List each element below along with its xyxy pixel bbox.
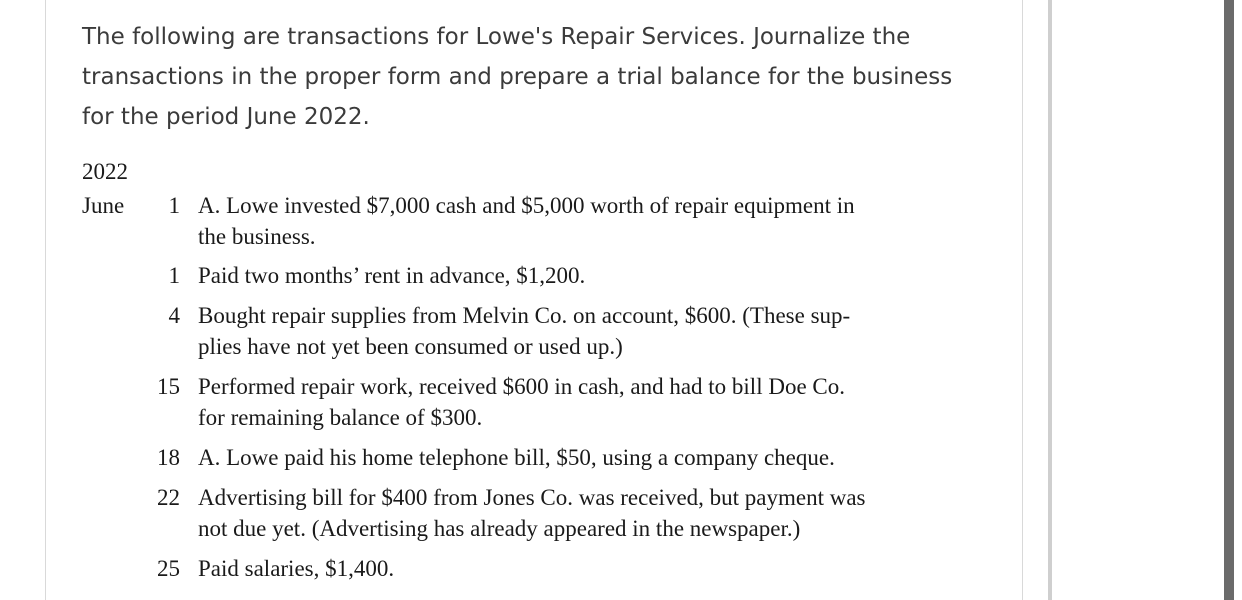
transaction-line: Bought repair supplies from Melvin Co. on account, $600. (These sup- (198, 303, 851, 328)
problem-instructions: The following are transactions for Lowe's Repair Services. Journalize the transactions in the proper form and prepare a trial balance for the business for the period June 2022. (82, 24, 953, 130)
transaction-day: 1 (168, 193, 180, 218)
transaction-line: A. Lowe paid his home telephone bill, $50, using a company cheque. (198, 445, 835, 470)
transaction-line: the business. (198, 224, 316, 249)
journal-month: June (82, 193, 125, 218)
transaction-line: not due yet. (Advertising has already appeared in the newspaper.) (198, 516, 801, 541)
transaction-line: Paid two months’ rent in advance, $1,200. (198, 263, 586, 288)
transaction-day: 22 (157, 485, 180, 510)
transaction-description (198, 442, 978, 473)
transaction-description (198, 371, 978, 433)
transaction-day: 4 (168, 303, 180, 328)
transaction-day: 15 (157, 374, 180, 399)
transaction-description (198, 482, 978, 544)
transaction-day: 1 (168, 263, 180, 288)
transaction-line: for remaining balance of $300. (198, 405, 483, 430)
transaction-description (198, 300, 978, 362)
transaction-line: Performed repair work, received $600 in cash, and had to bill Doe Co. (198, 374, 845, 399)
column-divider (1048, 0, 1052, 600)
transaction-day: 18 (157, 445, 180, 470)
transaction-line: Paid salaries, $1,400. (198, 556, 395, 581)
transaction-description (198, 260, 978, 291)
journal-year: 2022 (82, 159, 128, 184)
transaction-line: plies have not yet been consumed or used up.) (198, 334, 623, 359)
transaction-description (198, 553, 978, 584)
transaction-line: Advertising bill for $400 from Jones Co. was received, but payment was (198, 485, 866, 510)
transaction-description (198, 190, 978, 252)
transaction-day: 25 (157, 556, 180, 581)
transaction-line: A. Lowe invested $7,000 cash and $5,000 worth of repair equipment in (198, 193, 855, 218)
scrollbar-track[interactable] (1224, 0, 1234, 600)
